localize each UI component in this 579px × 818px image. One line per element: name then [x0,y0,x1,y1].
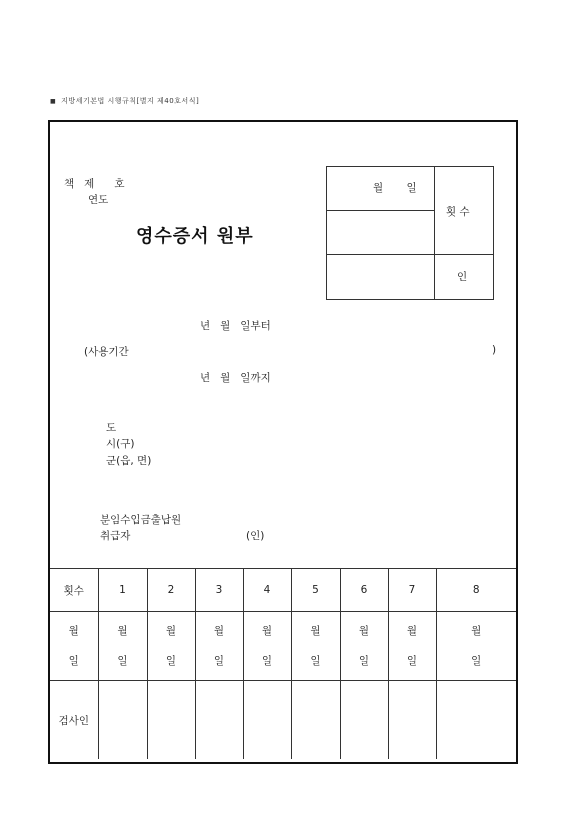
region-si: 시(구) [106,438,135,450]
date-cell: 월 일 [98,612,147,681]
date-cell: 월 일 [291,612,340,681]
period-from: 년 월 일부터 [200,320,271,332]
stamp-box [326,166,494,300]
count-cell: 3 [195,569,243,612]
count-cell: 8 [436,569,516,612]
count-cell: 2 [147,569,195,612]
inspector-cell [436,681,516,760]
date-cell: 월 일 [243,612,291,681]
inspector-cell [340,681,388,760]
inspector-label: 검사인 [50,681,98,760]
count-cell: 7 [388,569,436,612]
period-to: 년 월 일까지 [200,372,271,384]
count-cell: 6 [340,569,388,612]
bullet-icon: ■ [50,98,57,105]
receipt-register-form [48,120,518,764]
form-caption [50,96,199,106]
page-title: 영수증서 원부 [136,226,254,247]
stamp-count-label: 횟 수 [446,206,470,218]
year-label: 연도 [88,194,109,206]
payment-count-table [50,568,516,759]
count-cell: 4 [243,569,291,612]
date-cell: 월 일 [436,612,516,681]
handler-label: 취급자 [100,530,131,542]
period-label: (사용기간 [84,346,129,358]
period-close: ) [492,344,497,356]
region-do: 도 [106,422,117,434]
count-cell: 5 [291,569,340,612]
region-gun: 군(읍, 면) [106,455,152,467]
handler-role: 분임수입금출납원 [100,514,182,526]
date-cell: 월 일 [388,612,436,681]
book-number-label: 책 제 호 [64,178,125,190]
inspector-cell [388,681,436,760]
stamp-month-day: 월 일 [373,182,417,194]
inspector-cell [98,681,147,760]
inspector-cell [147,681,195,760]
handler-seal: (인) [246,530,265,542]
form-reference: 지방세기본법 시행규칙[별지 제40호서식] [61,97,200,105]
date-cell: 월 일 [147,612,195,681]
count-cell: 1 [98,569,147,612]
inspector-cell [195,681,243,760]
inspector-cell [291,681,340,760]
date-cell: 월 일 [195,612,243,681]
stamp-seal-label: 인 [457,271,468,283]
count-header: 횟수 [50,569,98,612]
date-cell: 월 일 [340,612,388,681]
date-cell: 월 일 [50,612,98,681]
inspector-cell [243,681,291,760]
